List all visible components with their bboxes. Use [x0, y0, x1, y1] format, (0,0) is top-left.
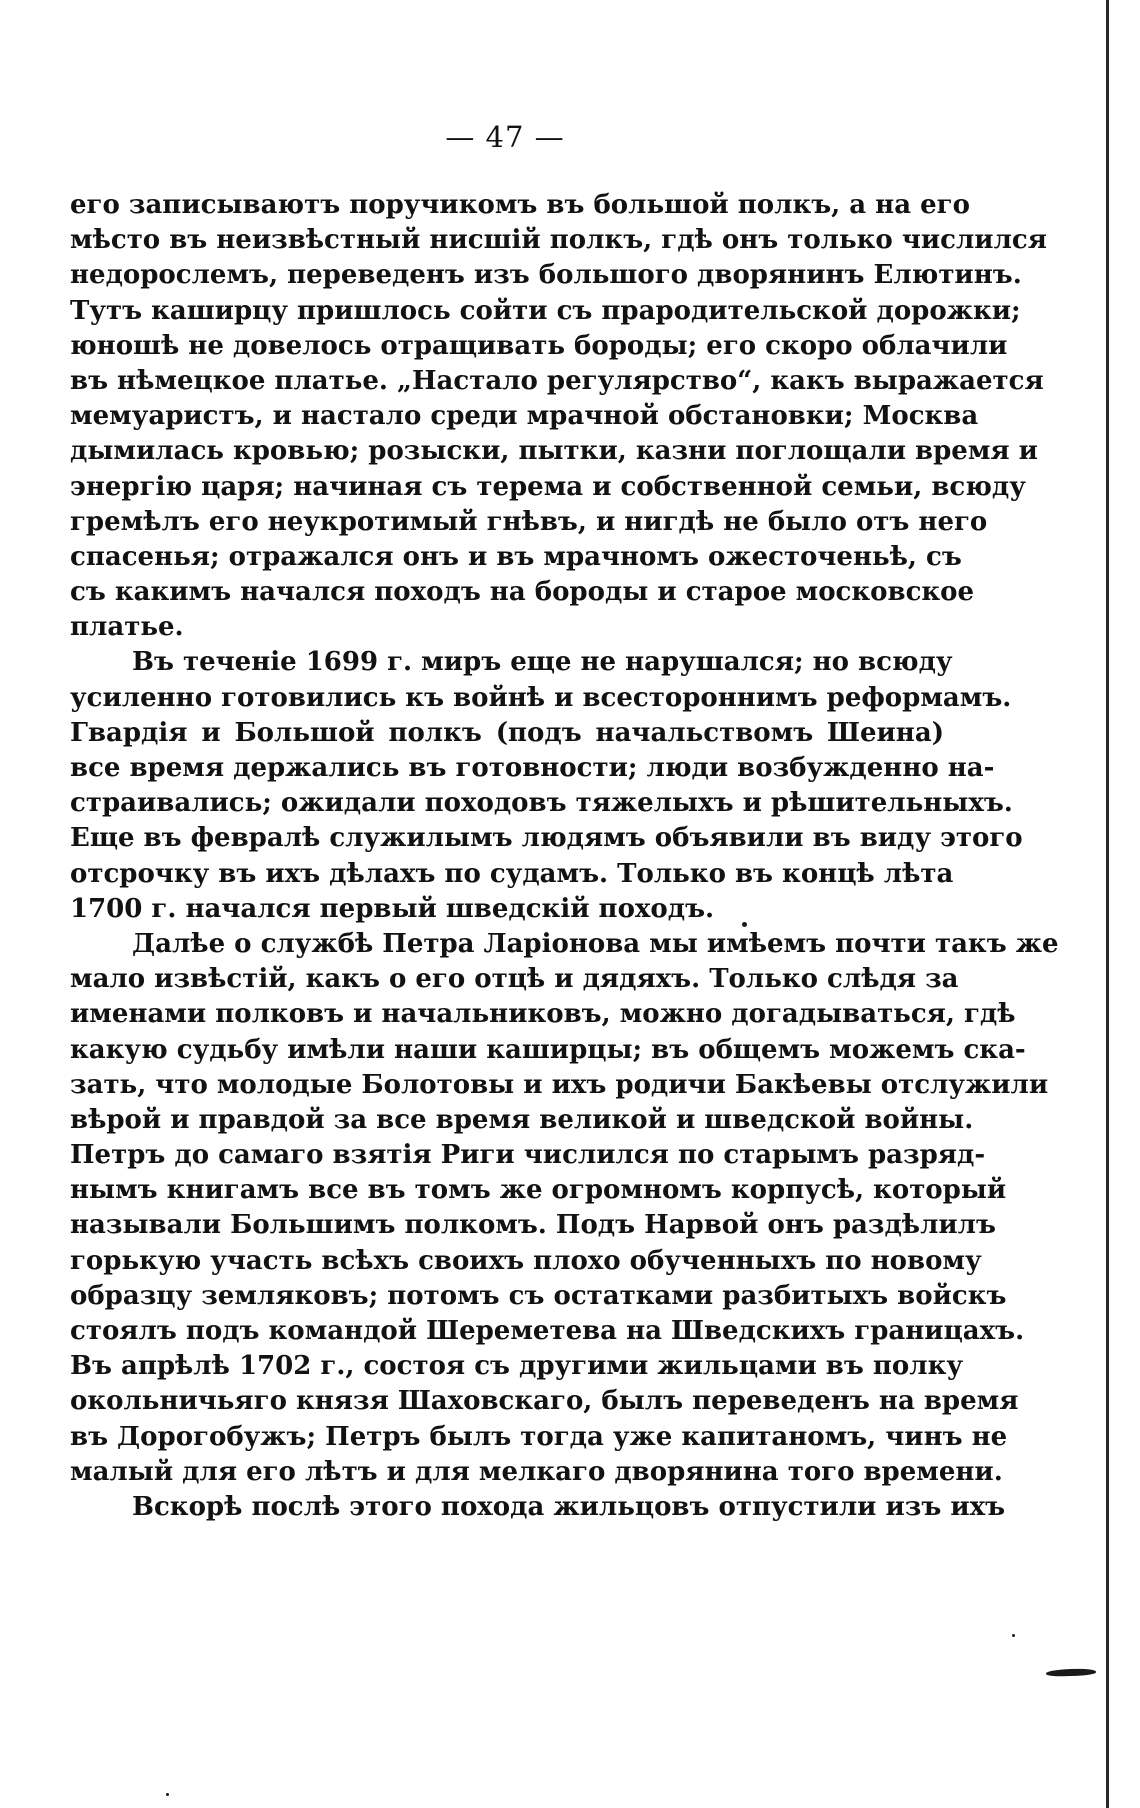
text-line: мѣсто въ неизвѣстный нисшій полкъ, гдѣ онъ только числился: [70, 225, 1047, 256]
text-line: въ нѣмецкое платье. „Настало регулярство“, какъ выражается: [70, 365, 1044, 396]
text-line: страивались; ожидали походовъ тяжелыхъ и рѣшительныхъ.: [70, 788, 1013, 819]
page-number: — 47 —: [445, 120, 565, 154]
text-line: все время держались въ готовности; люди возбужденно на-: [70, 753, 995, 783]
text-line: въ Дорогобужъ; Петръ былъ тогда уже капитаномъ, чинъ не: [70, 1421, 1008, 1452]
text-line: дымилась кровью; розыски, пытки, казни поглощали время и: [70, 436, 1038, 467]
text-line: Еще въ февралѣ служилымъ людямъ объявили въ виду этого: [70, 823, 1023, 854]
text-line: мемуаристъ, и настало среди мрачной обстановки; Москва: [70, 401, 979, 432]
text-line: Въ теченіе 1699 г. миръ еще не нарушался; но всюду: [132, 647, 953, 678]
scan-speck: [1012, 1634, 1015, 1637]
text-line: зать, что молодые Болотовы и ихъ родичи Бакѣевы отслужили: [70, 1069, 1049, 1100]
text-line: стоялъ подъ командой Шереметева на Шведскихъ границахъ.: [70, 1316, 1025, 1346]
text-line: называли Большимъ полкомъ. Подъ Нарвой онъ раздѣлилъ: [70, 1210, 996, 1241]
body-text: [70, 188, 1059, 1525]
text-line: Вскорѣ послѣ этого похода жильцовъ отпустили изъ ихъ: [132, 1491, 1006, 1522]
text-line: Петръ до самаго взятія Риги числился по старымъ разряд-: [70, 1140, 986, 1171]
text-line: его записываютъ поручикомъ въ большой полкъ, а на его: [70, 190, 970, 220]
text-line: недорослемъ, переведенъ изъ большого дворянинъ Елютинъ.: [70, 260, 1022, 291]
text-line: 1700 г. начался первый шведскій походъ.: [70, 893, 715, 924]
text-line: малый для его лѣтъ и для мелкаго дворянина того времени.: [70, 1456, 1003, 1487]
text-line: энергію царя; начиная съ терема и собственной семьи, всюду: [70, 471, 1026, 502]
text-line: юношѣ не довелось отращивать бороды; его скоро облачили: [70, 330, 1008, 361]
text-line: нымъ книгамъ все въ томъ же огромномъ корпусѣ, который: [70, 1175, 1007, 1206]
text-line: гремѣлъ его неукротимый гнѣвъ, и нигдѣ не было отъ него: [70, 506, 988, 537]
text-line: усиленно готовились къ войнѣ и всестороннимъ реформамъ.: [70, 682, 1012, 713]
text-line: образцу земляковъ; потомъ съ остатками разбитыхъ войскъ: [70, 1280, 1007, 1311]
text-line: какую судьбу имѣли наши каширцы; въ общемъ можемъ ска-: [70, 1034, 1026, 1065]
scan-speck: [166, 1793, 169, 1796]
text-line: мало извѣстій, какъ о его отцѣ и дядяхъ. Только слѣдя за: [70, 964, 959, 995]
text-line: спасенья; отражался онъ и въ мрачномъ ожесточеньѣ, съ: [70, 541, 962, 572]
page-binding-edge: [1106, 0, 1109, 1808]
text-line: Тутъ каширцу пришлось сойти съ прародительской дорожки;: [70, 295, 1021, 326]
text-line: съ какимъ начался походъ на бороды и старое московское: [70, 577, 975, 608]
text-line: именами полковъ и начальниковъ, можно догадываться, гдѣ: [70, 999, 1016, 1030]
text-line: Гвардія и Большой полкъ (подъ начальствомъ Шеина): [70, 717, 944, 748]
text-line: вѣрой и правдой за все время великой и шведской войны.: [70, 1104, 974, 1135]
text-line: горькую участь всѣхъ своихъ плохо обученныхъ по новому: [70, 1245, 982, 1276]
text-line: отсрочку въ ихъ дѣлахъ по судамъ. Только въ концѣ лѣта: [70, 858, 954, 889]
scan-mark: [1046, 1668, 1096, 1677]
text-line: Въ апрѣлѣ 1702 г., состоя съ другими жильцами въ полку: [70, 1351, 963, 1382]
text-line: Далѣе о службѣ Петра Ларіонова мы имѣемъ почти такъ же: [132, 928, 1059, 959]
text-line: платье.: [70, 612, 184, 643]
scan-speck: [742, 922, 747, 927]
text-line: окольничьяго князя Шаховскаго, былъ переведенъ на время: [70, 1386, 1019, 1417]
